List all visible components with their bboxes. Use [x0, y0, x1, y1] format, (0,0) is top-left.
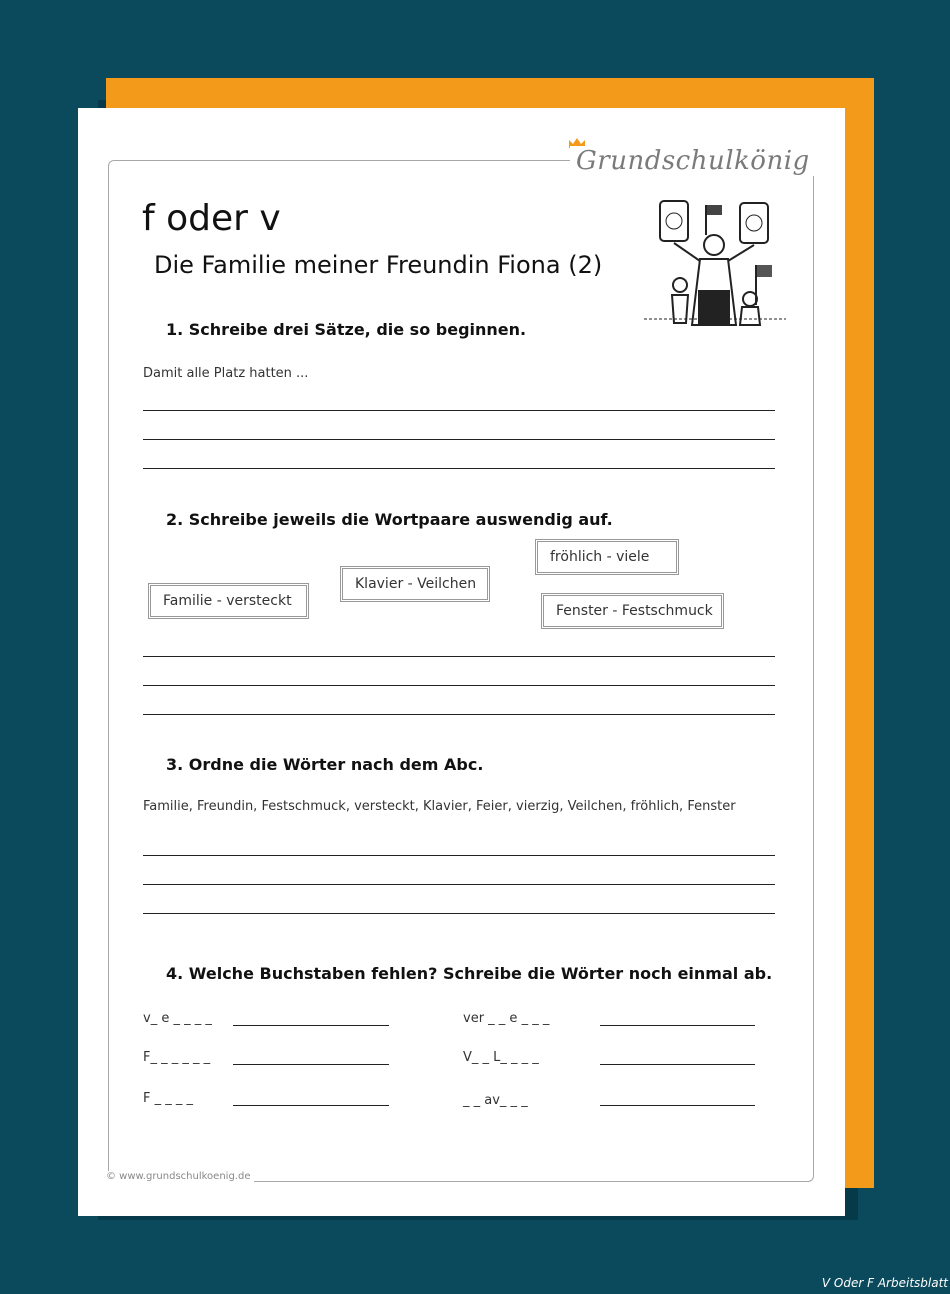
writing-line[interactable] [143, 685, 775, 686]
family-illustration [640, 195, 790, 335]
answer-line[interactable] [600, 1064, 755, 1065]
writing-line[interactable] [143, 884, 775, 885]
answer-line[interactable] [233, 1025, 389, 1026]
copyright-footer: © www.grundschulkoenig.de [106, 1171, 254, 1182]
task-1-instruction: 1. Schreibe drei Sätze, die so beginnen. [166, 320, 527, 339]
gap-word: ver _ _ e _ _ _ [463, 1011, 550, 1026]
writing-line[interactable] [143, 410, 775, 411]
answer-line[interactable] [600, 1105, 755, 1106]
gap-word: V_ _ L_ _ _ _ [463, 1050, 539, 1065]
task-4-instruction: 4. Welche Buchstaben fehlen? Schreibe die Wörter noch einmal ab. [166, 964, 773, 983]
word-pair-card: Familie - versteckt [148, 583, 309, 619]
task-3-instruction: 3. Ordne die Wörter nach dem Abc. [166, 755, 484, 774]
task-3-word-list: Familie, Freundin, Festschmuck, versteckt, Klavier, Feier, vierzig, Veilchen, fröhlich, Fenster [143, 799, 736, 814]
writing-line[interactable] [143, 913, 775, 914]
worksheet-subtitle: Die Familie meiner Freundin Fiona (2) [154, 251, 603, 279]
worksheet-title: f oder v [142, 198, 281, 239]
writing-line[interactable] [143, 468, 775, 469]
answer-line[interactable] [233, 1105, 389, 1106]
task-2-instruction: 2. Schreibe jeweils die Wortpaare auswendig auf. [166, 510, 613, 529]
gap-word: _ _ av_ _ _ [463, 1093, 528, 1108]
answer-line[interactable] [233, 1064, 389, 1065]
writing-line[interactable] [143, 439, 775, 440]
answer-line[interactable] [600, 1025, 755, 1026]
word-pair-card: Klavier - Veilchen [340, 566, 490, 602]
gap-word: F _ _ _ _ [143, 1091, 194, 1106]
writing-line[interactable] [143, 656, 775, 657]
word-pair-card: Fenster - Festschmuck [541, 593, 724, 629]
word-pair-card: fröhlich - viele [535, 539, 679, 575]
gap-word: v_ e _ _ _ _ [143, 1011, 212, 1026]
gap-word: F_ _ _ _ _ _ [143, 1050, 211, 1065]
writing-line[interactable] [143, 714, 775, 715]
task-1-sentence-start: Damit alle Platz hatten ... [143, 366, 309, 381]
image-caption: V Oder F Arbeitsblatt [821, 1276, 948, 1290]
writing-line[interactable] [143, 855, 775, 856]
brand-logo: Grundschulkönig [570, 146, 816, 176]
